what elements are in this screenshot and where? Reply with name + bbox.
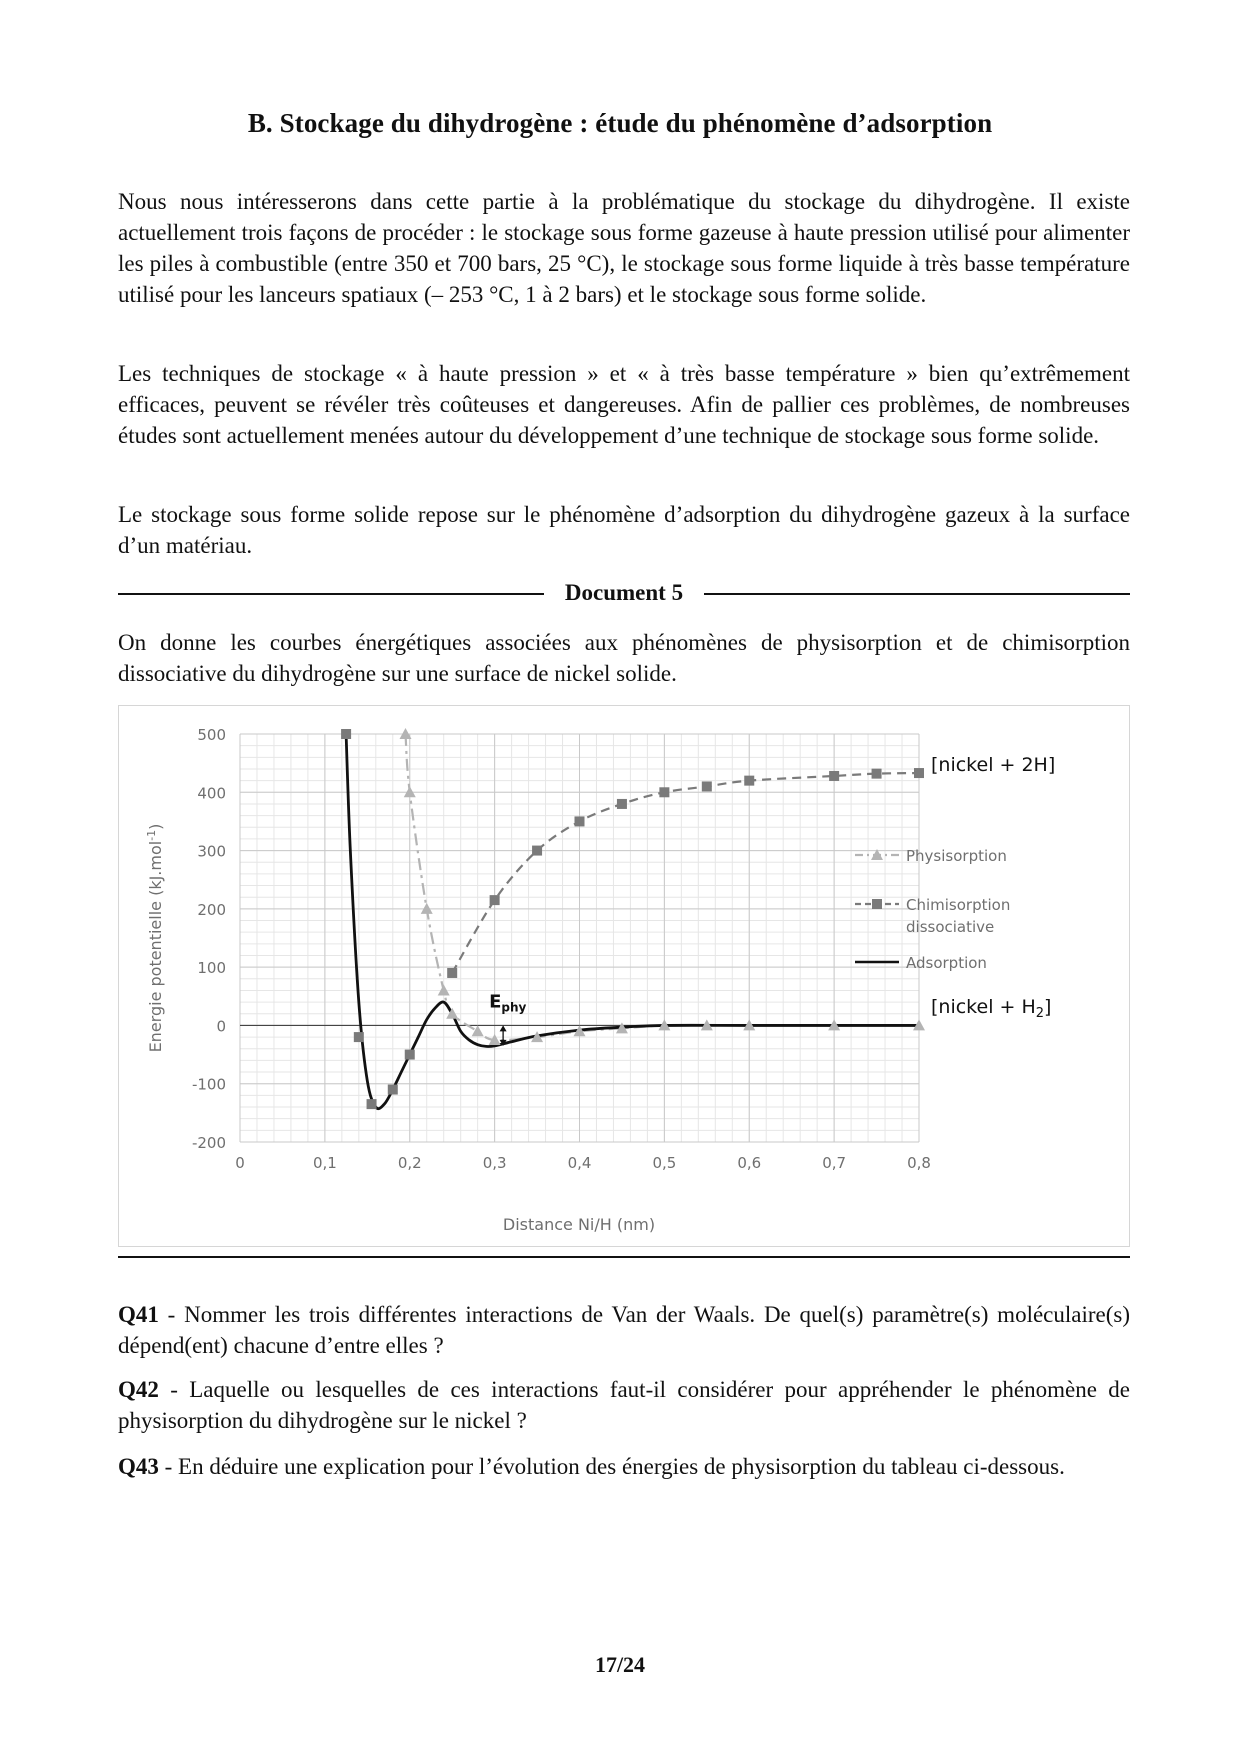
- y-tick-label: 500: [197, 726, 226, 744]
- data-point-square: [702, 781, 712, 791]
- legend-label: Physisorption: [906, 847, 1007, 865]
- legend-label: Chimisorption: [906, 896, 1011, 914]
- x-tick-label: 0,3: [482, 1154, 507, 1172]
- legend-label: Adsorption: [906, 954, 987, 972]
- question-q42-number: Q42: [118, 1377, 159, 1402]
- data-point-square: [914, 768, 924, 778]
- data-point-square: [872, 769, 882, 779]
- y-axis-title: [145, 824, 165, 1053]
- data-point-square: [575, 816, 585, 826]
- question-q43-number: Q43: [118, 1454, 159, 1479]
- paragraph-techniques: Les techniques de stockage « à haute pression » et « à très basse température » bien qu’extrêmement efficaces, peuvent se révéler très coûteuses et dangereuses. Afin de pallier ces problèmes, de nombreuses études sont actuellement menées autour du développement d’une technique de stockage sous forme solide.: [118, 361, 1130, 448]
- question-q41: [118, 1299, 1130, 1361]
- ephy-label-main: E: [489, 991, 502, 1013]
- section-title: B. Stockage du dihydrogène : étude du phénomène d’adsorption: [247, 108, 993, 138]
- question-q42-text: - Laquelle ou lesquelles de ces interactions faut-il considérer pour appréhender le phénomène de physisorption du dihydrogène sur le nickel ?: [118, 1377, 1130, 1433]
- data-point-square: [532, 846, 542, 856]
- data-point-square: [617, 799, 627, 809]
- annotation-nickel-h2-sub: 2: [1035, 1006, 1045, 1021]
- x-tick-label: 0,4: [567, 1154, 592, 1172]
- ephy-label-sub: phy: [501, 1000, 527, 1015]
- y-tick-labels: [192, 726, 226, 1152]
- data-point-square: [829, 771, 839, 781]
- y-tick-label: 200: [197, 900, 226, 919]
- chart-legend: [855, 847, 1010, 972]
- annotation-nickel-2h: [nickel + 2H]: [931, 754, 1056, 776]
- energy-chart: [118, 705, 1130, 1247]
- data-point-square: [354, 1032, 364, 1042]
- data-point-square: [744, 776, 754, 786]
- page-number: 17/24: [594, 1652, 646, 1677]
- x-tick-label: 0,7: [822, 1154, 847, 1172]
- document-header: [118, 578, 1130, 608]
- paragraph-intro: Nous nous intéresserons dans cette partie à la problématique du stockage du dihydrogène. Il existe actuellement trois façons de procéder : le stockage sous forme gazeuse à haute pression utilisé pour alimenter les piles à combustible (entre 350 et 700 bars, 25 °C), le stockage sous forme liquide à très basse température utilisé pour les lanceurs spatiaux (– 253 °C, 1 à 2 bars) et le stockage sous forme solide.: [118, 189, 1130, 307]
- data-point-square: [405, 1050, 415, 1060]
- question-q43: [118, 1451, 1130, 1482]
- data-point-square: [388, 1085, 398, 1095]
- y-tick-label: 300: [197, 842, 226, 861]
- annotation-nickel-h2: [931, 996, 1051, 1021]
- data-point-triangle: [404, 786, 416, 797]
- energy-chart-svg: [119, 706, 1129, 1246]
- paragraph-solid-storage: Le stockage sous forme solide repose sur le phénomène d’adsorption du dihydrogène gazeux à la surface d’un matériau.: [118, 502, 1130, 558]
- x-tick-label: 0,1: [312, 1154, 337, 1172]
- document-label: Document 5: [564, 580, 684, 605]
- y-tick-label: 400: [197, 784, 226, 803]
- y-axis-title-sup: -1: [145, 829, 158, 841]
- ephy-arrow-head-up: [500, 1025, 507, 1031]
- x-tick-label: 0,5: [652, 1154, 677, 1172]
- y-tick-label: 0: [216, 1017, 226, 1036]
- series-line-adsorption: [346, 734, 919, 1109]
- document-intro: On donne les courbes énergétiques associées aux phénomènes de physisorption et de chimisorption dissociative du dihydrogène sur une surface de nickel solide.: [118, 630, 1130, 686]
- question-q41-number: Q41: [118, 1302, 159, 1327]
- x-tick-labels: [235, 1154, 931, 1172]
- document-bottom-rule: [118, 1256, 1130, 1258]
- x-tick-label: 0: [235, 1154, 245, 1172]
- document-rule-right: [704, 593, 1130, 595]
- y-tick-label: 100: [197, 959, 226, 978]
- data-point-square: [490, 895, 500, 905]
- x-axis-title: Distance Ni/H (nm): [502, 1215, 656, 1234]
- series-line-physisorption: [406, 734, 919, 1040]
- annotation-nickel-h2-text: [nickel + H: [931, 996, 1036, 1018]
- series-layer: [346, 734, 919, 1109]
- data-point-square: [341, 729, 351, 739]
- x-tick-label: 0,6: [737, 1154, 762, 1172]
- x-tick-label: 0,8: [907, 1154, 931, 1172]
- series-line-chimisorption-dissociative: [452, 773, 919, 973]
- question-q41-text: - Nommer les trois différentes interactions de Van der Waals. De quel(s) paramètre(s) moléculaire(s) dépend(ent) chacune d’entre elles ?: [118, 1302, 1130, 1358]
- data-point-triangle: [472, 1025, 484, 1036]
- y-axis-title-text: Energie potentielle (kJ.mol: [146, 840, 165, 1053]
- annotation-nickel-h2-end: ]: [1044, 996, 1052, 1018]
- x-tick-label: 0,2: [397, 1154, 422, 1172]
- y-axis-title-end: ): [146, 823, 165, 830]
- data-point-square: [659, 787, 669, 797]
- ephy-label: [489, 991, 526, 1014]
- legend-label: dissociative: [906, 918, 995, 936]
- y-tick-label: -100: [191, 1075, 226, 1094]
- y-tick-label: -200: [191, 1134, 226, 1152]
- legend-marker-square: [872, 899, 882, 909]
- data-point-square: [367, 1099, 377, 1109]
- question-q42: [118, 1374, 1130, 1436]
- question-q43-text: - En déduire une explication pour l’évolution des énergies de physisorption du tableau ci-dessous.: [158, 1454, 1065, 1479]
- data-point-square: [447, 968, 457, 978]
